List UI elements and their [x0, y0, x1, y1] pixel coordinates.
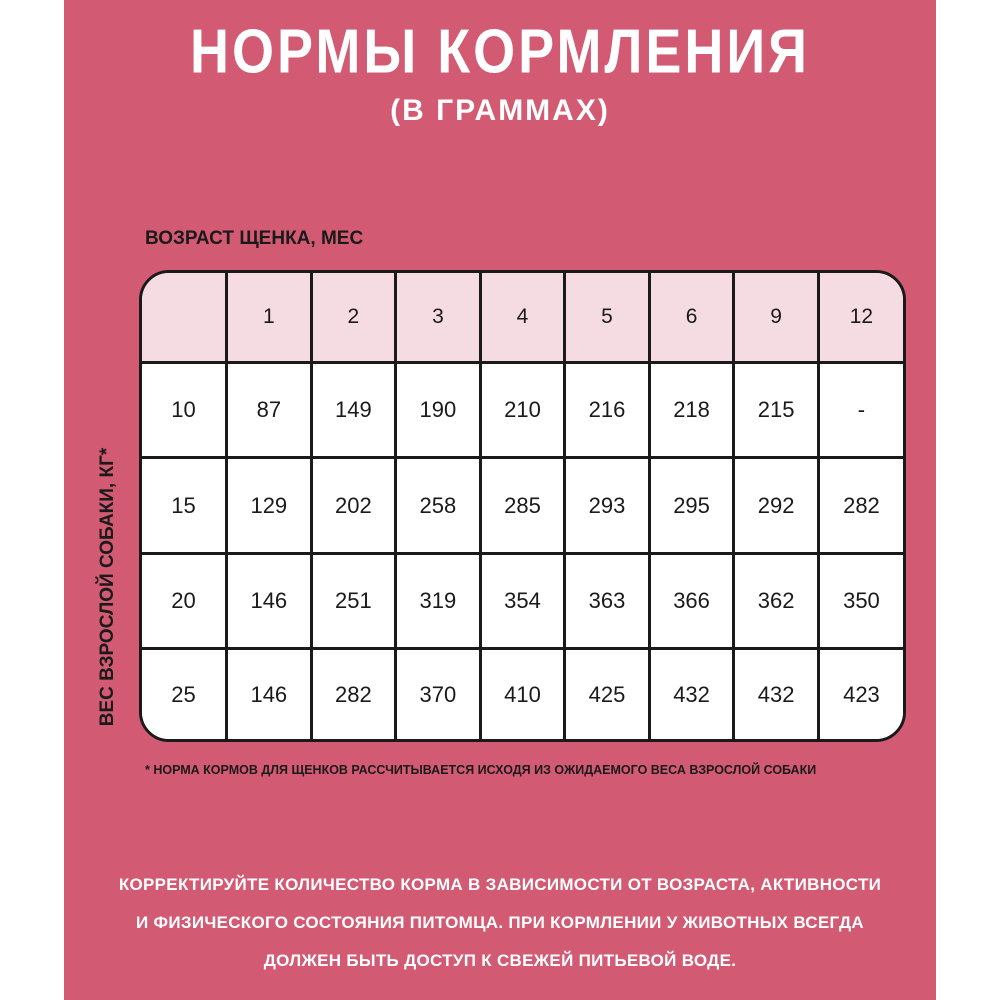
age-header-cell: 12: [818, 273, 903, 363]
page-title: НОРМЫ КОРМЛЕНИЯ: [190, 17, 810, 87]
table-row: [142, 649, 903, 739]
table-row: [142, 553, 903, 648]
value-cell: 425: [565, 649, 650, 739]
value-cell: 210: [480, 363, 565, 458]
value-cell: 292: [734, 458, 819, 553]
value-cell: 285: [480, 458, 565, 553]
weight-cell: 15: [142, 458, 227, 553]
age-axis-label: ВОЗРАСТ ЩЕНКА, МЕС: [145, 228, 364, 249]
value-cell: 202: [311, 458, 396, 553]
value-cell: 190: [396, 363, 481, 458]
value-cell: 282: [818, 458, 903, 553]
value-cell: 216: [565, 363, 650, 458]
feeding-note-line: КОРРЕКТИРУЙТЕ КОЛИЧЕСТВО КОРМА В ЗАВИСИМОСТИ ОТ ВОЗРАСТА, АКТИВНОСТИ: [118, 875, 882, 894]
value-cell: 129: [227, 458, 312, 553]
weight-cell: 25: [142, 649, 227, 739]
footnote: * НОРМА КОРМОВ ДЛЯ ЩЕНКОВ РАССЧИТЫВАЕТСЯ ИСХОДЯ ИЗ ОЖИДАЕМОГО ВЕСА ВЗРОСЛОЙ СОБАКИ: [145, 763, 817, 777]
feeding-note: [90, 866, 910, 980]
value-cell: 354: [480, 553, 565, 648]
table-row: [142, 458, 903, 553]
age-header-cell: 5: [565, 273, 650, 363]
age-header-cell: 2: [311, 273, 396, 363]
feeding-note-line: И ФИЗИЧЕСКОГО СОСТОЯНИЯ ПИТОМЦА. ПРИ КОРМЛЕНИИ У ЖИВОТНЫХ ВСЕГДА: [136, 913, 864, 932]
value-cell: 362: [734, 553, 819, 648]
age-header-cell: 1: [227, 273, 312, 363]
age-header-cell: 3: [396, 273, 481, 363]
value-cell: 295: [649, 458, 734, 553]
value-cell: 363: [565, 553, 650, 648]
weight-axis-label-wrap: [92, 442, 132, 742]
value-cell: 410: [480, 649, 565, 739]
table-header-row: [142, 273, 903, 363]
value-cell: 146: [227, 649, 312, 739]
age-header-cell: 9: [734, 273, 819, 363]
feeding-table: [139, 270, 906, 742]
value-cell: 432: [649, 649, 734, 739]
weight-cell: 20: [142, 553, 227, 648]
value-cell: 293: [565, 458, 650, 553]
table-corner-cell: [142, 273, 227, 363]
page-subtitle: (В ГРАММАХ): [390, 94, 610, 127]
age-header-cell: 6: [649, 273, 734, 363]
value-cell: 370: [396, 649, 481, 739]
value-cell: 319: [396, 553, 481, 648]
weight-axis-label: ВЕС ВЗРОСЛОЙ СОБАКИ, КГ*: [97, 447, 118, 727]
value-cell: 432: [734, 649, 819, 739]
value-cell: 215: [734, 363, 819, 458]
value-cell: -: [818, 363, 903, 458]
value-cell: 366: [649, 553, 734, 648]
value-cell: 251: [311, 553, 396, 648]
value-cell: 258: [396, 458, 481, 553]
weight-cell: 10: [142, 363, 227, 458]
feeding-note-line: ДОЛЖЕН БЫТЬ ДОСТУП К СВЕЖЕЙ ПИТЬЕВОЙ ВОДЕ.: [263, 951, 737, 970]
value-cell: 87: [227, 363, 312, 458]
table-row: [142, 363, 903, 458]
value-cell: 149: [311, 363, 396, 458]
value-cell: 423: [818, 649, 903, 739]
value-cell: 282: [311, 649, 396, 739]
value-cell: 146: [227, 553, 312, 648]
value-cell: 218: [649, 363, 734, 458]
value-cell: 350: [818, 553, 903, 648]
age-header-cell: 4: [480, 273, 565, 363]
